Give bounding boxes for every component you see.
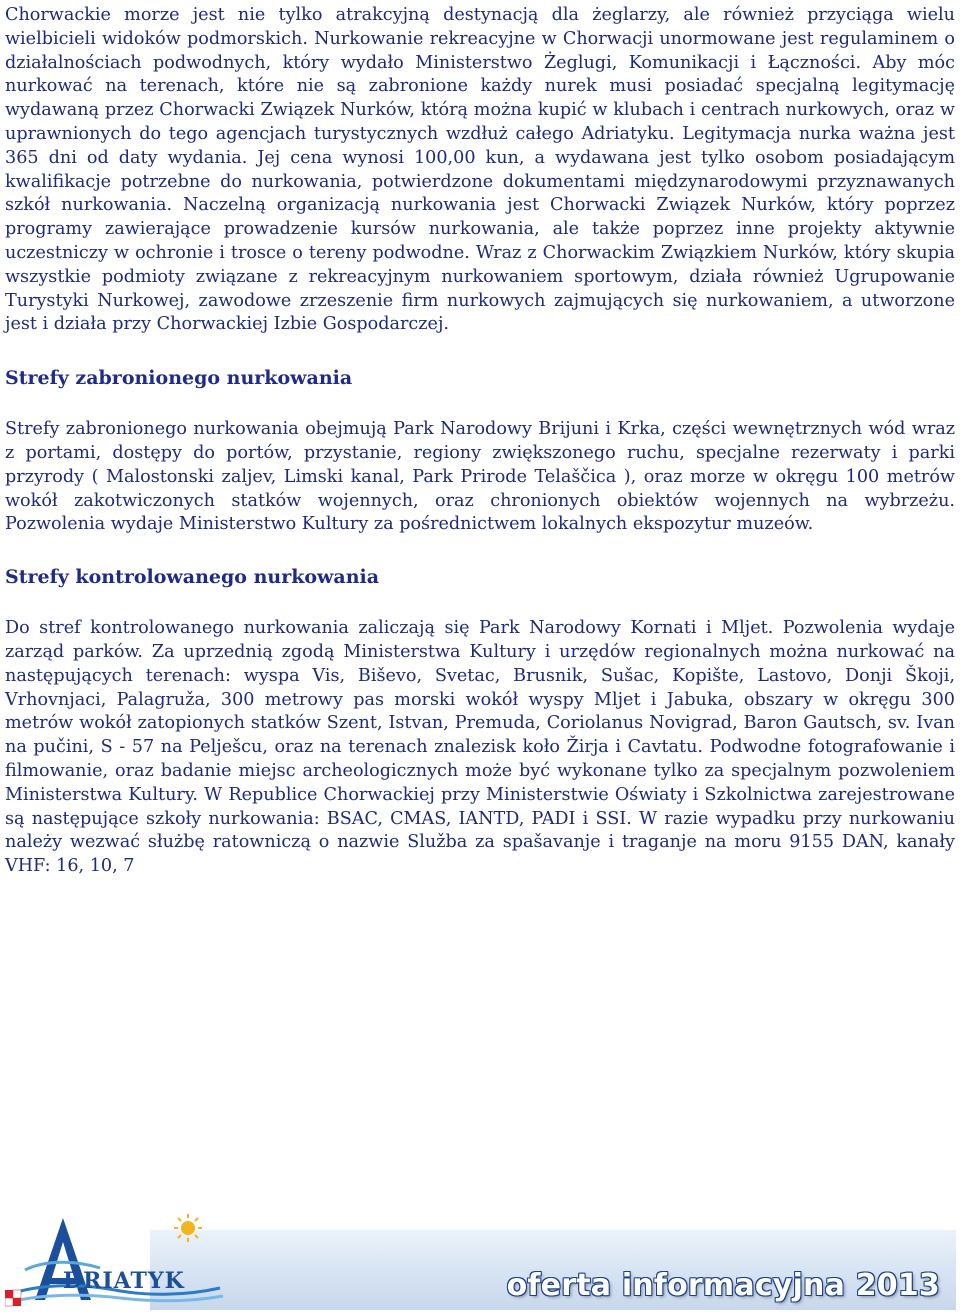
adriatyk-logo	[5, 1210, 235, 1310]
footer-banner	[150, 1230, 956, 1310]
section-heading-forbidden: Strefy zabronionego nurkowania	[5, 367, 353, 390]
sun-icon	[174, 1214, 202, 1242]
page-footer	[0, 1210, 960, 1315]
section-heading-controlled: Strefy kontrolowanego nurkowania	[5, 566, 380, 589]
forbidden-zones-paragraph: Strefy zabronionego nurkowania obejmują Park Narodowy Brijuni i Krka, części wewnętrznych wód wraz z portami, dostępy do portów, przystanie, regiony zwiększonego ruchu, specjalne rezerwaty i parki przyrody ( Malostonski zaljev, Limski kanal, Park Prirode Telaščica ), oraz morze w okręgu 100 metrów wokół zakotwiczonych statków wojennych, oraz chronionych obiektów wojennych na wybrzeżu. Pozwolenia wydaje Ministerstwo Kultury za pośrednictwem lokalnych ekspozytur muzeów.	[5, 419, 955, 535]
croatian-checker-icon	[5, 1290, 21, 1306]
footer-offer-text: oferta informacyjna 2013	[506, 1268, 940, 1303]
document-body	[5, 4, 955, 879]
intro-paragraph: Chorwackie morze jest nie tylko atrakcyjną destynacją dla żeglarzy, ale również przyciąga wielu wielbicieli widoków podmorskich. Nurkowanie rekreacyjne w Chorwacji unormowane jest regulaminem o działalnościach podwodnych, który wydało Ministerstwo Żeglugi, Komunikacji i Łączności. Aby móc nurkować na terenach, które nie są zabronione każdy nurek musi posiadać specjalną legitymację wydawaną przez Chorwacki Związek Nurków, którą można kupić w klubach i centrach nurkowych, oraz w uprawnionych do tego agencjach turystycznych wzdłuż całego Adriatyku. Legitymacja nurka ważna jest 365 dni od daty wydania. Jej cena wynosi 100,00 kun, a wydawana jest tylko osobom posiadającym kwalifikacje potrzebne do nurkowania, potwierdzone dokumentami międzynarodowymi przyznawanych szkół nurkowania. Naczelną organizacją nurkowania jest Chorwacki Związek Nurków, który poprzez programy zawierające prowadzenie kursów nurkowania, ale także poprzez inne projekty aktywnie uczestniczy w ochronie i trosce o tereny podwodne. Wraz z Chorwackim Związkiem Nurków, który skupia wszystkie podmioty związane z rekreacyjnym nurkowaniem sportowym, działa również Ugrupowanie Turystyki Nurkowej, zawodowe zrzeszenie firm nurkowych zajmujących się nurkowaniem, a utworzone jest i działa przy Chorwackiej Izbie Gospodarczej.	[5, 5, 955, 335]
svg-text:DRIATYK: DRIATYK	[63, 1268, 185, 1294]
controlled-zones-paragraph: Do stref kontrolowanego nurkowania zaliczają się Park Narodowy Kornati i Mljet. Pozwolenia wydaje zarząd parków. Za uprzednią zgodą Ministerstwa Kultury i urzędów regionalnych można nurkować na następujących terenach: wyspa Vis, Biševo, Svetac, Brusnik, Sušac, Kopište, Lastovo, Donji Škoji, Vrhovnjaci, Palagruža, 300 metrowy pas morski wokół wyspy Mljet i Jabuka, obszary w okręgu 300 metrów wokół zatopionych statków Szent, Istvan, Premuda, Coriolanus Novigrad, Baron Gautsch, sv. Ivan na pučini, S - 57 na Pelješcu, oraz na terenach znalezisk koło Žirja i Cavtatu. Podwodne fotografowanie i filmowanie, oraz badanie miejsc archeologicznych może być wykonane tylko za specjalnym pozwoleniem Ministerstwa Kultury. W Republice Chorwackiej przy Ministerstwie Oświaty i Szkolnictwa zarejestrowane są następujące szkoły nurkowania: BSAC, CMAS, IANTD, PADI i SSI. W razie wypadku przy nurkowaniu należy wezwać służbę ratowniczą o nazwie Služba za spašavanje i traganje na moru 9155 DAN, kanały VHF: 16, 10, 7	[5, 618, 955, 877]
